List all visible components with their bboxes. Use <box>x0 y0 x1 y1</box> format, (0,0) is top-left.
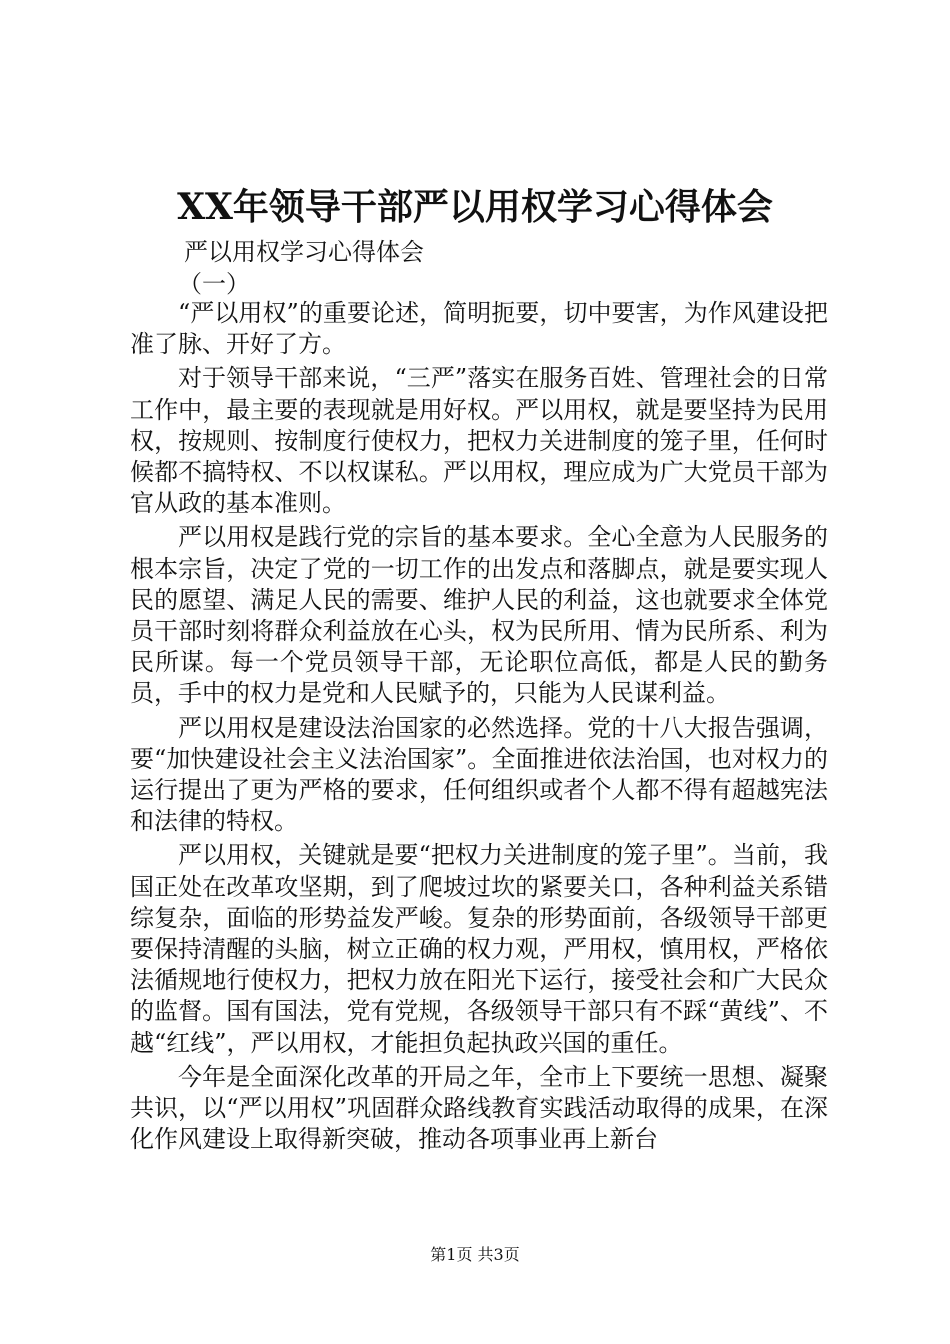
paragraph: 严以用权，关键就是要“把权力关进制度的笼子里”。当前，我国正处在改革攻坚期，到了爬坡过坎的紧要关口，各种利益关系错综复杂，面临的形势益发严峻。复杂的形势面前，各级领导干部更要保持清醒的头脑，树立正确的权力观，严用权，慎用权，严格依法循规地行使权力，把权力放在阳光下运行，接受社会和广大民众的监督。国有国法，党有党规，各级领导干部只有不踩“黄线”、不越“红线”，严以用权，才能担负起执政兴国的重任。 <box>130 841 828 1057</box>
paragraph: 今年是全面深化改革的开局之年，全市上下要统一思想、凝聚共识，以“严以用权”巩固群众路线教育实践活动取得的成果，在深化作风建设上取得新突破，推动各项事业再上新台 <box>130 1062 828 1154</box>
section-marker: （一） <box>178 270 250 298</box>
paragraph: 严以用权是践行党的宗旨的基本要求。全心全意为人民服务的根本宗旨，决定了党的一切工作的出发点和落脚点，就是要实现人民的愿望、满足人民的需要、维护人民的利益，这也就要求全体党员干部时刻将群众利益放在心头，权为民所用、情为民所系、利为民所谋。每一个党员领导干部，无论职位高低，都是人民的勤务员，手中的权力是党和人民赋予的，只能为人民谋利益。 <box>130 523 828 708</box>
document-body <box>130 298 828 1158</box>
document-title: XX年领导干部严以用权学习心得体会 <box>177 186 773 228</box>
paragraph: “严以用权”的重要论述，简明扼要，切中要害，为作风建设把准了脉、开好了方。 <box>130 299 828 359</box>
document-subtitle: 严以用权学习心得体会 <box>184 238 424 266</box>
page-footer: 第1页 共3页 <box>430 1245 520 1264</box>
paragraph: 严以用权是建设法治国家的必然选择。党的十八大报告强调，要“加快建设社会主义法治国家”。全面推进依法治国，也对权力的运行提出了更为严格的要求，任何组织或者个人都不得有超越宪法和法律的特权。 <box>130 713 828 836</box>
paragraph: 对于领导干部来说，“三严”落实在服务百姓、管理社会的日常工作中，最主要的表现就是用好权。严以用权，就是要坚持为民用权，按规则、按制度行使权力，把权力关进制度的笼子里，任何时候都不搞特权、不以权谋私。严以用权，理应成为广大党员干部为官从政的基本准则。 <box>130 364 828 518</box>
